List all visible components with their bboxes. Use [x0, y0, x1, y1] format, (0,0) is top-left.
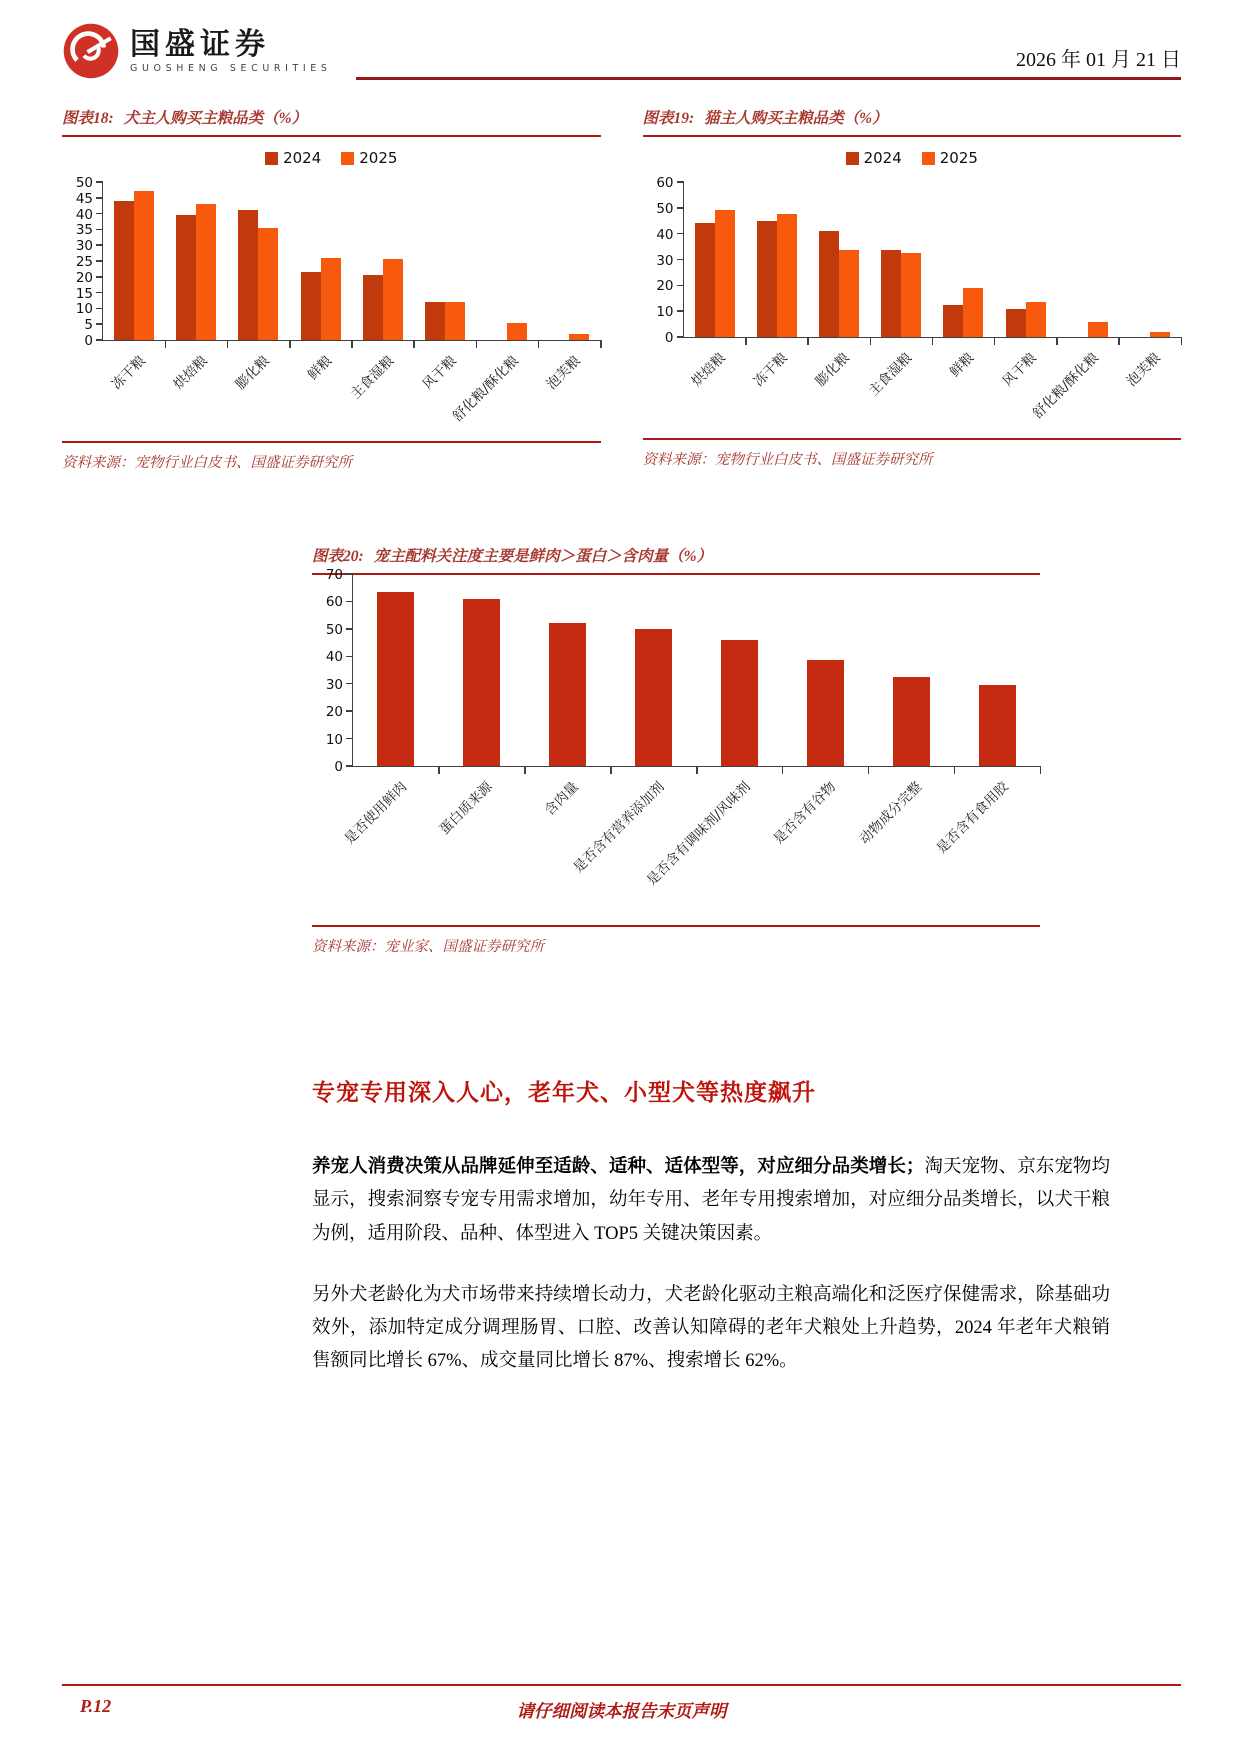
y-tick-mark: [346, 573, 353, 575]
y-tick-mark: [96, 339, 103, 341]
y-tick-label: 30: [75, 238, 93, 255]
brand-name-cn: 国盛证券: [130, 28, 270, 61]
figure-19-label: 图表19:: [642, 110, 695, 127]
page-header: [62, 22, 1181, 80]
x-axis-label: 主食湿粮: [865, 349, 916, 400]
y-tick-label: 50: [656, 200, 674, 217]
x-tick-mark: [932, 337, 934, 345]
bar-group: [856, 575, 954, 848]
y-tick-mark: [96, 308, 103, 310]
legend-swatch: [341, 152, 354, 165]
bar-group: [643, 575, 783, 889]
y-tick-mark: [677, 259, 684, 261]
x-axis-label: 鲜粮: [304, 352, 335, 384]
y-axis: [68, 175, 102, 349]
legend-label: 2025: [939, 149, 978, 167]
y-tick-label: 50: [325, 621, 343, 638]
legend-label: 2025: [359, 149, 398, 167]
y-tick-mark: [346, 601, 353, 603]
paragraph-1-rest: 淘天宠物、京东宠物均显示，搜索洞察专宠专用需求增加，幼年专用、老年专用搜索增加，对应细分品类增长，以犬干粮为例，适用阶段、品种、体型进入 TOP5 关键决策因素。: [312, 1157, 1110, 1244]
x-axis-label: 膨化粮: [813, 349, 854, 390]
y-tick-mark: [346, 710, 353, 712]
bar: [445, 302, 465, 340]
bar-group: [341, 575, 439, 848]
y-tick-mark: [677, 207, 684, 209]
y-tick-label: 25: [75, 254, 93, 270]
x-tick-mark: [351, 340, 353, 348]
y-tick-label: 10: [325, 731, 343, 748]
bar: [777, 214, 797, 337]
y-tick-mark: [96, 260, 103, 262]
bar-group: [684, 183, 746, 390]
legend-item-2024: [265, 149, 321, 167]
legend-swatch: [922, 152, 935, 165]
y-tick-mark: [96, 276, 103, 278]
x-tick-mark: [600, 340, 602, 348]
figure-19-panel: [643, 106, 1182, 472]
y-tick-label: 10: [75, 301, 93, 318]
bar: [425, 302, 445, 340]
legend-label: 2024: [283, 149, 322, 167]
bar: [196, 204, 216, 340]
x-axis-label: 是否含有调味剂/风味剂: [643, 778, 754, 889]
x-axis-label: 是否使用鲜肉: [341, 778, 411, 848]
y-tick-label: 0: [84, 333, 93, 349]
x-axis-label: 舒化粮/酥化粮: [1030, 349, 1102, 422]
bar-group: [570, 575, 697, 877]
bar: [321, 258, 341, 340]
plot-area: [68, 175, 601, 425]
bar-group: [449, 183, 538, 425]
figure-18-title: [62, 106, 601, 137]
section-heading: 专宠专用深入人心，老年犬、小型犬等热度飙升: [312, 1080, 816, 1105]
bar-group: [347, 183, 414, 403]
x-tick-mark: [413, 340, 415, 348]
bar-groups: [684, 183, 1182, 422]
y-tick-label: 70: [325, 567, 343, 583]
x-axis-label: 主食湿粮: [347, 352, 397, 403]
x-axis-label: 膨化粮: [232, 352, 273, 393]
x-axis-label: 动物成分完整: [856, 778, 926, 848]
y-tick-label: 60: [325, 594, 343, 611]
bar: [819, 231, 839, 337]
y-tick-mark: [346, 628, 353, 630]
y-tick-mark: [96, 229, 103, 231]
x-tick-mark: [954, 766, 956, 774]
y-tick-mark: [96, 181, 103, 183]
x-axis-label: 是否含有谷物: [770, 778, 840, 848]
brand-name-en: GUOSHENG SECURITIES: [130, 63, 332, 74]
legend-label: 2024: [863, 149, 902, 167]
figure-19-caption: 猫主人购买主粮品类（%）: [704, 110, 888, 127]
x-tick-mark: [1056, 337, 1058, 345]
y-tick-mark: [677, 336, 684, 338]
x-tick-mark: [745, 337, 747, 345]
legend-item-2025: [341, 149, 397, 167]
footer-disclaimer: 请仔细阅读本报告末页声明: [516, 1701, 727, 1721]
y-tick-label: 20: [656, 278, 674, 295]
bar-group: [1030, 183, 1119, 422]
bar-group: [865, 183, 932, 400]
y-tick-mark: [96, 213, 103, 215]
x-tick-mark: [476, 340, 478, 348]
y-tick-mark: [346, 656, 353, 658]
y-tick-label: 15: [75, 285, 93, 302]
x-tick-mark: [1118, 337, 1120, 345]
x-axis-label: 舒化粮/酥化粮: [449, 352, 522, 425]
figure-19-title: [643, 106, 1182, 137]
bar: [807, 660, 844, 766]
bar-group: [165, 183, 227, 393]
x-tick-mark: [610, 766, 612, 774]
bar: [258, 228, 278, 340]
y-tick-mark: [677, 181, 684, 183]
figure-20-chart: [318, 567, 1040, 889]
figure-18-chart: [68, 175, 601, 425]
y-tick-label: 50: [75, 175, 93, 191]
bar: [301, 272, 321, 340]
bar: [176, 215, 196, 340]
figure-20-source: 资料来源：宠业家、国盛证券研究所: [312, 925, 1040, 956]
plot: [683, 183, 1182, 422]
bar: [114, 201, 134, 340]
header-rule: [356, 43, 1181, 80]
x-axis-label: 烘焙粮: [170, 352, 211, 393]
bar: [569, 334, 589, 340]
plot-area: [649, 175, 1182, 422]
bar-group: [290, 183, 352, 384]
figure-19-chart: [649, 175, 1182, 422]
y-tick-label: 20: [75, 269, 93, 286]
x-tick-mark: [1181, 337, 1183, 345]
legend-swatch: [846, 152, 859, 165]
x-axis-label: 风干粮: [419, 352, 460, 393]
y-tick-mark: [96, 323, 103, 325]
y-tick-mark: [677, 310, 684, 312]
plot: [341, 575, 1040, 889]
figure-18-label: 图表18:: [62, 110, 114, 127]
x-axis-label: 是否含有食用胶: [933, 778, 1012, 857]
bar: [134, 191, 154, 340]
bar-group: [994, 183, 1056, 390]
x-tick-mark: [438, 766, 440, 774]
y-tick-label: 30: [325, 676, 343, 693]
paragraph-1: [312, 1151, 1110, 1251]
x-axis-label: 泡芙粮: [543, 352, 584, 393]
figure-18-source: 资料来源：宠物行业白皮书、国盛证券研究所: [62, 441, 601, 472]
paragraph-2: 另外犬老龄化为犬市场带来持续增长动力，犬老龄化驱动主粮高端化和泛医疗保健需求，除基础功效外，添加特定成分调理肠胃、口腔、改善认知障碍的老年犬粮处上升趋势，2024 年老年犬粮销售额同比增长 67%、成交量同比增长 87%、搜索增长 62%。: [312, 1284, 1110, 1372]
bar: [893, 677, 930, 766]
figure-19-source: 资料来源：宠物行业白皮书、国盛证券研究所: [643, 438, 1182, 469]
x-tick-mark: [696, 766, 698, 774]
x-tick-mark: [807, 337, 809, 345]
x-tick-mark: [289, 340, 291, 348]
y-tick-label: 40: [325, 649, 343, 666]
guosheng-logo-icon: [62, 22, 120, 80]
bar: [1026, 302, 1046, 337]
bar-groups: [103, 183, 601, 425]
bar: [757, 221, 777, 337]
page-number: P.12: [80, 1696, 112, 1716]
y-tick-mark: [96, 292, 103, 294]
figure-20-label: 图表20:: [312, 548, 364, 565]
x-tick-mark: [538, 340, 540, 348]
bar: [715, 210, 735, 337]
bar: [695, 223, 715, 337]
x-tick-mark: [868, 766, 870, 774]
bar-group: [746, 183, 808, 390]
y-tick-label: 60: [656, 175, 674, 191]
x-tick-mark: [870, 337, 872, 345]
x-axis-label: 泡芙粮: [1124, 349, 1165, 390]
bar-group: [436, 575, 525, 838]
bar: [943, 305, 963, 337]
y-tick-label: 10: [656, 304, 674, 321]
y-tick-label: 20: [325, 704, 343, 721]
figure-20-caption: 宠主配料关注度主要是鲜肉＞蛋白＞含肉量（%）: [373, 548, 713, 565]
y-tick-mark: [346, 738, 353, 740]
bar-group: [1119, 183, 1181, 390]
bar: [721, 640, 758, 766]
bar-group: [808, 183, 870, 390]
bar: [979, 685, 1016, 766]
bar: [963, 288, 983, 337]
report-date: 2026 年 01 月 21 日: [1016, 49, 1181, 71]
x-axis-label: 风干粮: [999, 349, 1040, 390]
y-tick-label: 40: [75, 206, 93, 223]
x-tick-mark: [782, 766, 784, 774]
bar-group: [538, 183, 600, 393]
y-tick-label: 40: [656, 226, 674, 243]
x-axis-label: 蛋白质来源: [436, 778, 496, 838]
bar: [463, 599, 500, 766]
y-tick-mark: [346, 683, 353, 685]
x-tick-mark: [524, 766, 526, 774]
figure-20-title: [312, 544, 1040, 575]
legend-item-2024: [846, 149, 902, 167]
bar: [1088, 322, 1108, 338]
bar: [1006, 309, 1026, 337]
y-tick-mark: [677, 233, 684, 235]
bar: [383, 259, 403, 340]
bar: [363, 275, 383, 340]
figure-18-legend: [62, 149, 601, 167]
bar: [507, 323, 527, 340]
charts-row: [62, 106, 1181, 472]
x-tick-mark: [994, 337, 996, 345]
x-axis-label: 冻干粮: [108, 352, 149, 393]
plot: [102, 183, 601, 425]
legend-item-2025: [922, 149, 978, 167]
bar: [549, 623, 586, 766]
bar-group: [227, 183, 289, 393]
bar: [901, 253, 921, 337]
x-tick-mark: [227, 340, 229, 348]
brand-text: [130, 28, 332, 74]
x-axis-label: 鲜粮: [947, 349, 978, 381]
bar-group: [414, 183, 476, 393]
y-tick-label: 30: [656, 252, 674, 269]
x-tick-mark: [165, 340, 167, 348]
bar-group: [770, 575, 868, 848]
x-axis-label: 是否含有营养添加剂: [570, 778, 668, 877]
y-tick-label: 0: [664, 330, 674, 346]
bar: [238, 210, 258, 340]
bar: [839, 250, 859, 337]
y-tick-label: 5: [84, 317, 93, 334]
legend-swatch: [265, 152, 278, 165]
plot-area: [318, 567, 1040, 889]
bar-groups: [341, 575, 1040, 889]
bar: [377, 592, 414, 766]
y-tick-mark: [96, 244, 103, 246]
y-tick-mark: [346, 765, 353, 767]
bar: [881, 250, 901, 337]
x-tick-mark: [1040, 766, 1042, 774]
figure-20-panel: [312, 544, 1040, 956]
figure-18-panel: [62, 106, 601, 472]
bar: [1150, 332, 1170, 337]
x-axis-label: 含肉量: [541, 778, 582, 819]
bar-group: [932, 183, 994, 381]
y-tick-label: 35: [75, 222, 93, 239]
y-tick-label: 45: [75, 190, 93, 207]
bar-group: [103, 183, 165, 393]
y-tick-mark: [96, 197, 103, 199]
bar-group: [525, 575, 611, 819]
figure-18-caption: 犬主人购买主粮品类（%）: [123, 110, 308, 127]
y-tick-label: 0: [334, 759, 343, 775]
y-tick-mark: [677, 285, 684, 287]
bar: [635, 629, 672, 766]
x-axis-label: 冻干粮: [750, 349, 791, 390]
figure-19-legend: [643, 149, 1182, 167]
paragraph-1-bold: 养宠人消费决策从品牌延伸至适龄、适种、适体型等，对应细分品类增长；: [312, 1157, 925, 1177]
x-axis-label: 烘焙粮: [688, 349, 729, 390]
bar-group: [933, 575, 1040, 857]
page-footer: [62, 1684, 1181, 1723]
brand-logo: [62, 22, 332, 80]
